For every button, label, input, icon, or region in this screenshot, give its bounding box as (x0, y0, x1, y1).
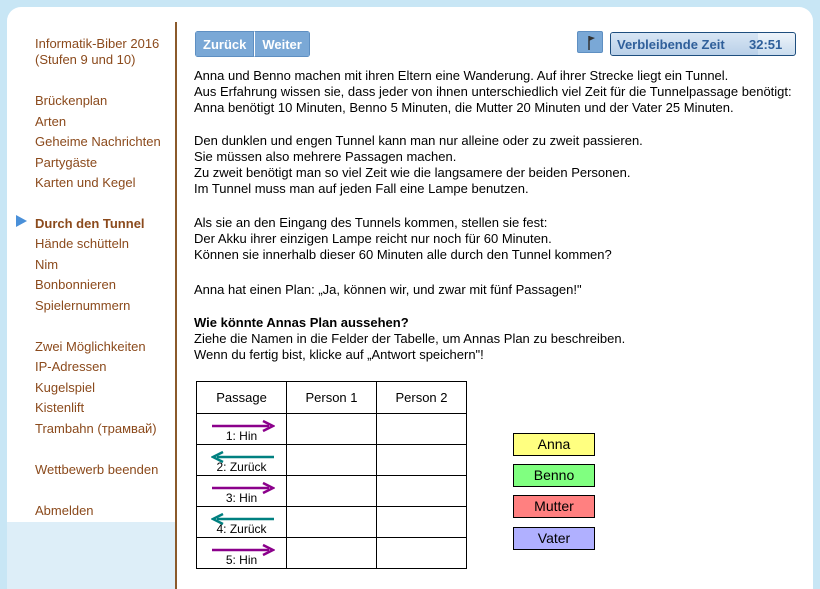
sidebar-item-geheime-nachrichten[interactable]: Geheime Nachrichten (35, 134, 161, 149)
name-chip-vater[interactable]: Vater (513, 527, 595, 550)
plan-table (196, 381, 467, 569)
passage-cell (197, 445, 287, 476)
passage-label: 1: Hin (225, 429, 258, 443)
next-button[interactable]: Weiter (254, 31, 310, 57)
sidebar-item-karten-und-kegel[interactable]: Karten und Kegel (35, 175, 136, 190)
table-row (197, 414, 467, 445)
drop-slot-person-1[interactable] (287, 414, 377, 445)
name-chip-mutter[interactable]: Mutter (513, 495, 595, 518)
passage-cell (197, 538, 287, 569)
table-row (197, 445, 467, 476)
navigation-buttons (195, 31, 310, 57)
question-heading: Wie könnte Annas Plan aussehen? (194, 315, 409, 330)
contest-title-line2: (Stufen 9 und 10) (35, 52, 136, 67)
task-text: Wenn du fertig bist, klicke auf „Antwort speichern"! (194, 347, 484, 362)
column-header: Passage (197, 382, 287, 414)
task-text: Der Akku ihrer einzigen Lampe reicht nur noch für 60 Minuten. (194, 231, 552, 246)
passage-cell (197, 507, 287, 538)
drop-slot-person-1[interactable] (287, 507, 377, 538)
passage-label: 3: Hin (225, 491, 258, 505)
sidebar-item-nim[interactable]: Nim (35, 257, 59, 272)
sidebar-item-zwei-moeglichkeiten[interactable]: Zwei Möglichkeiten (35, 339, 146, 354)
drop-slot-person-1[interactable] (287, 445, 377, 476)
drop-slot-person-2[interactable] (377, 414, 467, 445)
passage-label: 2: Zurück (216, 460, 267, 474)
table-row (197, 538, 467, 569)
task-text: Im Tunnel muss man auf jeden Fall eine Lampe benutzen. (194, 181, 529, 196)
column-header: Person 2 (377, 382, 467, 414)
sidebar-item-arten[interactable]: Arten (35, 114, 67, 129)
task-text: Ziehe die Namen in die Felder der Tabelle, um Annas Plan zu beschreiben. (194, 331, 626, 346)
back-button[interactable]: Zurück (195, 31, 254, 57)
passage-label: 5: Hin (225, 553, 258, 567)
passage-cell (197, 476, 287, 507)
drop-slot-person-2[interactable] (377, 445, 467, 476)
sidebar-item-kistenlift[interactable]: Kistenlift (35, 400, 85, 415)
passage-cell (197, 414, 287, 445)
task-text: Anna benötigt 10 Minuten, Benno 5 Minuten, die Mutter 20 Minuten und der Vater 25 Minuten. (194, 100, 734, 115)
name-chip-benno[interactable]: Benno (513, 464, 595, 487)
sidebar-item-bonbonnieren[interactable]: Bonbonnieren (35, 277, 116, 292)
task-text: Als sie an den Eingang des Tunnels kommen, stellen sie fest: (194, 215, 548, 230)
drop-slot-person-2[interactable] (377, 538, 467, 569)
column-header: Person 1 (287, 382, 377, 414)
task-text: Anna hat einen Plan: „Ja, können wir, und zwar mit fünf Passagen!" (194, 282, 582, 297)
sidebar-footer-bg (7, 522, 175, 589)
task-text: Anna und Benno machen mit ihren Eltern eine Wanderung. Auf ihrer Strecke liegt ein Tunnel. (194, 68, 729, 83)
table-header-row (197, 382, 467, 414)
sidebar-item-haende-schuetteln[interactable]: Hände schütteln (35, 236, 129, 251)
sidebar-item-durch-den-tunnel[interactable]: Durch den Tunnel (35, 216, 145, 231)
timer-value: 32:51 (749, 37, 783, 52)
task-text: Aus Erfahrung wissen sie, dass jeder von ihnen unterschiedlich viel Zeit für die Tunnelpassage benötigt: (194, 84, 792, 99)
remaining-time (610, 32, 796, 56)
drop-slot-person-1[interactable] (287, 538, 377, 569)
timer-label: Verbleibende Zeit (617, 37, 725, 52)
passage-label: 4: Zurück (216, 522, 267, 536)
drop-slot-person-2[interactable] (377, 507, 467, 538)
end-contest-link[interactable]: Wettbewerb beenden (35, 462, 159, 477)
table-row (197, 507, 467, 538)
flag-button[interactable] (577, 31, 603, 53)
sidebar-divider (175, 22, 177, 589)
logout-link[interactable]: Abmelden (35, 503, 94, 518)
flag-icon (578, 32, 602, 52)
sidebar-item-kugelspiel[interactable]: Kugelspiel (35, 380, 95, 395)
task-text: Zu zweit benötigt man so viel Zeit wie die langsamere der beiden Personen. (194, 165, 631, 180)
table-row (197, 476, 467, 507)
drop-slot-person-2[interactable] (377, 476, 467, 507)
sidebar-item-ip-adressen[interactable]: IP-Adressen (35, 359, 107, 374)
name-chip-anna[interactable]: Anna (513, 433, 595, 456)
sidebar-item-trambahn[interactable]: Trambahn (трамвай) (35, 421, 157, 436)
sidebar-item-partygaeste[interactable]: Partygäste (35, 155, 98, 170)
contest-title-line1: Informatik-Biber 2016 (35, 36, 160, 51)
task-text: Können sie innerhalb dieser 60 Minuten alle durch den Tunnel kommen? (194, 247, 612, 262)
sidebar (7, 7, 177, 589)
sidebar-item-spielernummern[interactable]: Spielernummern (35, 298, 131, 313)
drop-slot-person-1[interactable] (287, 476, 377, 507)
task-text: Sie müssen also mehrere Passagen machen. (194, 149, 457, 164)
task-text: Den dunklen und engen Tunnel kann man nur alleine oder zu zweit passieren. (194, 133, 643, 148)
sidebar-item-brueckenplan[interactable]: Brückenplan (35, 93, 108, 108)
current-task-marker-icon (16, 215, 27, 227)
